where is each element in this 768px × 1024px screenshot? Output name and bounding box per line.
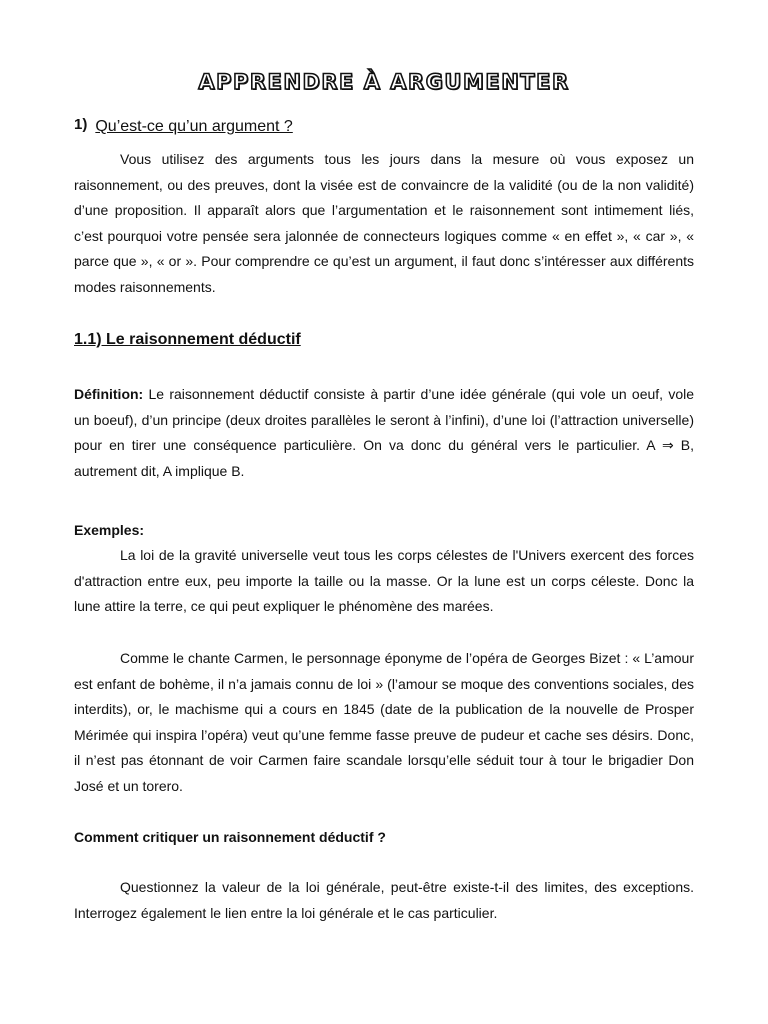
definition-text: Le raisonnement déductif consiste à partir d’une idée générale (qui vole un oeuf, vole un boeuf), d’un principe (deux droites parallèles le seront à l’infini), d’une loi (l’attraction universelle) pour en tirer une conséquence particulière. On va donc du général vers le particulier. A ⇒ B, autrement dit, A implique B. bbox=[74, 386, 694, 479]
critique-heading: Comment critiquer un raisonnement déductif ? bbox=[74, 829, 386, 845]
examples-label: Exemples: bbox=[74, 522, 145, 538]
example-1-paragraph: La loi de la gravité universelle veut tous les corps célestes de l'Univers exercent des forces d'attraction entre eux, peu importe la taille ou la masse. Or la lune est un corps céleste. Donc la lune attire la terre, ce qui peut expliquer le phénomène des marées. bbox=[74, 547, 694, 614]
section-1-paragraph: Vous utilisez des arguments tous les jours dans la mesure où vous exposez un raisonnement, ou des preuves, dont la visée est de convaincre de la validité (ou de la non validité) d’une proposition. Il apparaît alors que l’argumentation et le raisonnement sont intimement liés, c’est pourquoi votre pensée sera jalonnée de connecteurs logiques comme « en effet », « car », « parce que », « or ». Pour comprendre ce qu’est un argument, il faut donc s’intéresser aux différents modes raisonnements. bbox=[74, 151, 694, 295]
example-2-paragraph: Comme le chante Carmen, le personnage éponyme de l’opéra de Georges Bizet : « L’amour est enfant de bohème, il n’a jamais connu de loi » (l’amour se moque des conventions sociales, des interdits), or, le machisme qui a cours en 1845 (date de la publication de la nouvelle de Prosper Mérimée qui inspira l’opéra) veut qu’une femme fasse preuve de pudeur et cache ses désirs. Donc, il n’est pas étonnant de voir Carmen faire scandale lorsqu’elle séduit tour à tour le brigadier Don José et un torero. bbox=[74, 650, 694, 794]
definition-paragraph bbox=[74, 382, 694, 484]
section-1-title: Qu’est-ce qu’un argument ? bbox=[95, 118, 293, 135]
section-1-heading bbox=[74, 116, 293, 136]
critique-paragraph: Questionnez la valeur de la loi générale, peut-être existe-t-il des limites, des exceptions. Interrogez également le lien entre la loi générale et le cas particulier. bbox=[74, 879, 694, 921]
section-1-number: 1) bbox=[74, 116, 88, 133]
document-title: APPRENDRE À ARGUMENTER bbox=[198, 70, 570, 94]
definition-label: Définition: bbox=[74, 386, 144, 402]
section-1-1-heading: 1.1) Le raisonnement déductif bbox=[74, 331, 301, 348]
